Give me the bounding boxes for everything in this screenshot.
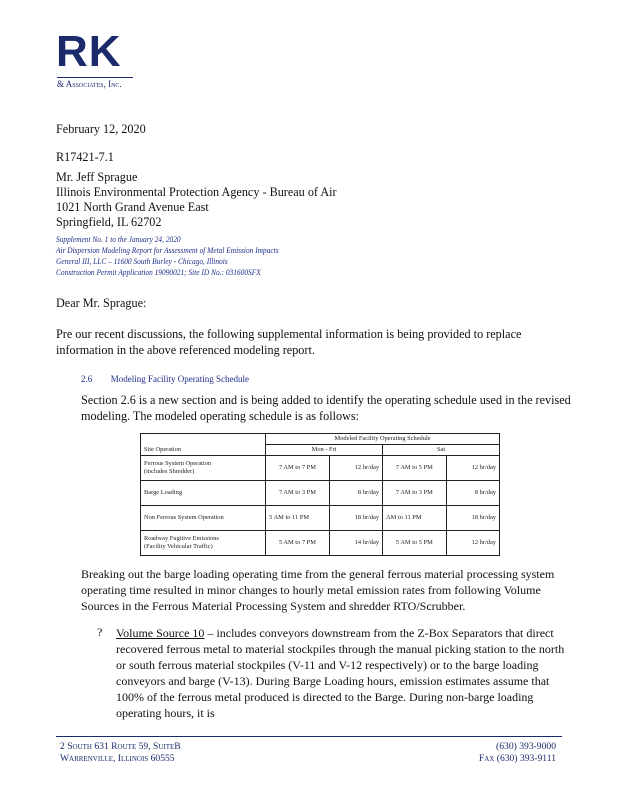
weekday-hours: 12 hr/day <box>329 456 382 481</box>
table-header-weekday: Mon - Fri <box>266 445 383 456</box>
recipient-city: Springfield, IL 62702 <box>56 215 162 229</box>
subject-line: Construction Permit Application 19090021; Site ID No.: 031600SFX <box>56 267 261 277</box>
saturday-time: 5 AM to 5 PM <box>383 531 447 556</box>
section-title: Modeling Facility Operating Schedule <box>110 374 249 384</box>
breakout-paragraph: Breaking out the barge loading operating time from the general ferrous material processing system operating time resulted in minor changes to hourly metal emission rates from following Volume Sources in the Ferrous Material Processing System and shredder RTO/Scrubber. <box>81 567 555 613</box>
operation-name: Non Ferrous System Operation <box>144 514 224 521</box>
table-title: Modeled Facility Operating Schedule <box>266 434 500 445</box>
company-logo: RK <box>56 27 122 76</box>
footer-address-line: Warrenville, Illinois 60555 <box>60 753 175 764</box>
table-header-saturday: Sat <box>383 445 500 456</box>
volume-source-heading: Volume Source 10 <box>116 626 205 640</box>
footer-address <box>60 741 181 765</box>
saturday-time: AM to 11 PM <box>383 506 447 531</box>
subject-line: Air Dispersion Modeling Report for Assessment of Metal Emission Impacts <box>56 245 279 255</box>
saturday-hours: 8 hr/day <box>446 481 499 506</box>
table-row <box>141 506 500 531</box>
saturday-hours: 18 hr/day <box>446 506 499 531</box>
saturday-hours: 12 hr/day <box>446 456 499 481</box>
footer-fax: Fax (630) 393-9111 <box>478 753 556 764</box>
weekday-time: 7 AM to 7 PM <box>266 456 330 481</box>
subject-line: Supplement No. 1 to the January 24, 2020 <box>56 234 181 244</box>
footer-divider <box>56 736 562 737</box>
section-heading <box>81 374 249 384</box>
recipient-street: 1021 North Grand Avenue East <box>56 200 209 214</box>
recipient-agency: Illinois Environmental Protection Agency - Bureau of Air <box>56 185 337 199</box>
reference-number: R17421-7.1 <box>56 150 114 164</box>
section-body: Section 2.6 is a new section and is being added to identify the operating schedule used in the revised modeling. The modeled operating schedule is as follows: <box>81 393 571 423</box>
weekday-time: 5 AM to 7 PM <box>266 531 330 556</box>
operation-note: (includes Shredder) <box>144 468 195 475</box>
operation-name: Roadway Fugitive Emissions <box>144 535 219 542</box>
weekday-time: 5 AM to 11 PM <box>266 506 330 531</box>
subject-line: General III, LLC – 11600 South Burley - Chicago, Illinois <box>56 256 228 266</box>
weekday-time: 7 AM to 3 PM <box>266 481 330 506</box>
weekday-hours: 8 hr/day <box>329 481 382 506</box>
table-row <box>141 456 500 481</box>
section-number: 2.6 <box>81 374 93 384</box>
operating-schedule-table <box>140 433 500 556</box>
recipient-block <box>56 170 337 230</box>
weekday-hours: 18 hr/day <box>329 506 382 531</box>
recipient-name: Mr. Jeff Sprague <box>56 170 138 184</box>
table-row <box>141 481 500 506</box>
footer-phone: (630) 393-9000 <box>496 741 556 752</box>
footer-address-line: 2 South 631 Route 59, SuiteB <box>60 741 181 752</box>
footer-contact <box>479 741 556 765</box>
saturday-time: 7 AM to 5 PM <box>383 456 447 481</box>
volume-source-text: – includes conveyors downstream from the Z-Box Separators that direct recovered ferrous metal to material stockpiles through the manual picking station to the north or south ferrous material stockpiles (V-11 and V-12 respectively) or to the barge loading conveyors and barge (V-13). During Barge Loading hours, emission estimates assume that 100% of the ferrous metal produced is directed to the Barge. During non-barge loading operating hours, it is <box>116 626 565 720</box>
volume-source-paragraph <box>116 625 576 721</box>
bullet-marker: ? <box>97 625 103 639</box>
company-logo-subtitle: & Associates, Inc. <box>57 77 133 89</box>
operation-name: Barge Loading <box>144 489 183 496</box>
table-header-site: Site Operation <box>141 445 266 456</box>
salutation: Dear Mr. Sprague: <box>56 296 147 310</box>
letter-date: February 12, 2020 <box>56 122 146 136</box>
operation-note: (Facility Vehicular Traffic) <box>144 543 213 550</box>
subject-block <box>56 234 279 278</box>
weekday-hours: 14 hr/day <box>329 531 382 556</box>
operation-name: Ferrous System Operation <box>144 460 212 467</box>
saturday-hours: 12 hr/day <box>446 531 499 556</box>
intro-paragraph: Pre our recent discussions, the following supplemental information is being provided to replace information in the above referenced modeling report. <box>56 327 522 357</box>
saturday-time: 7 AM to 3 PM <box>383 481 447 506</box>
table-row <box>141 531 500 556</box>
